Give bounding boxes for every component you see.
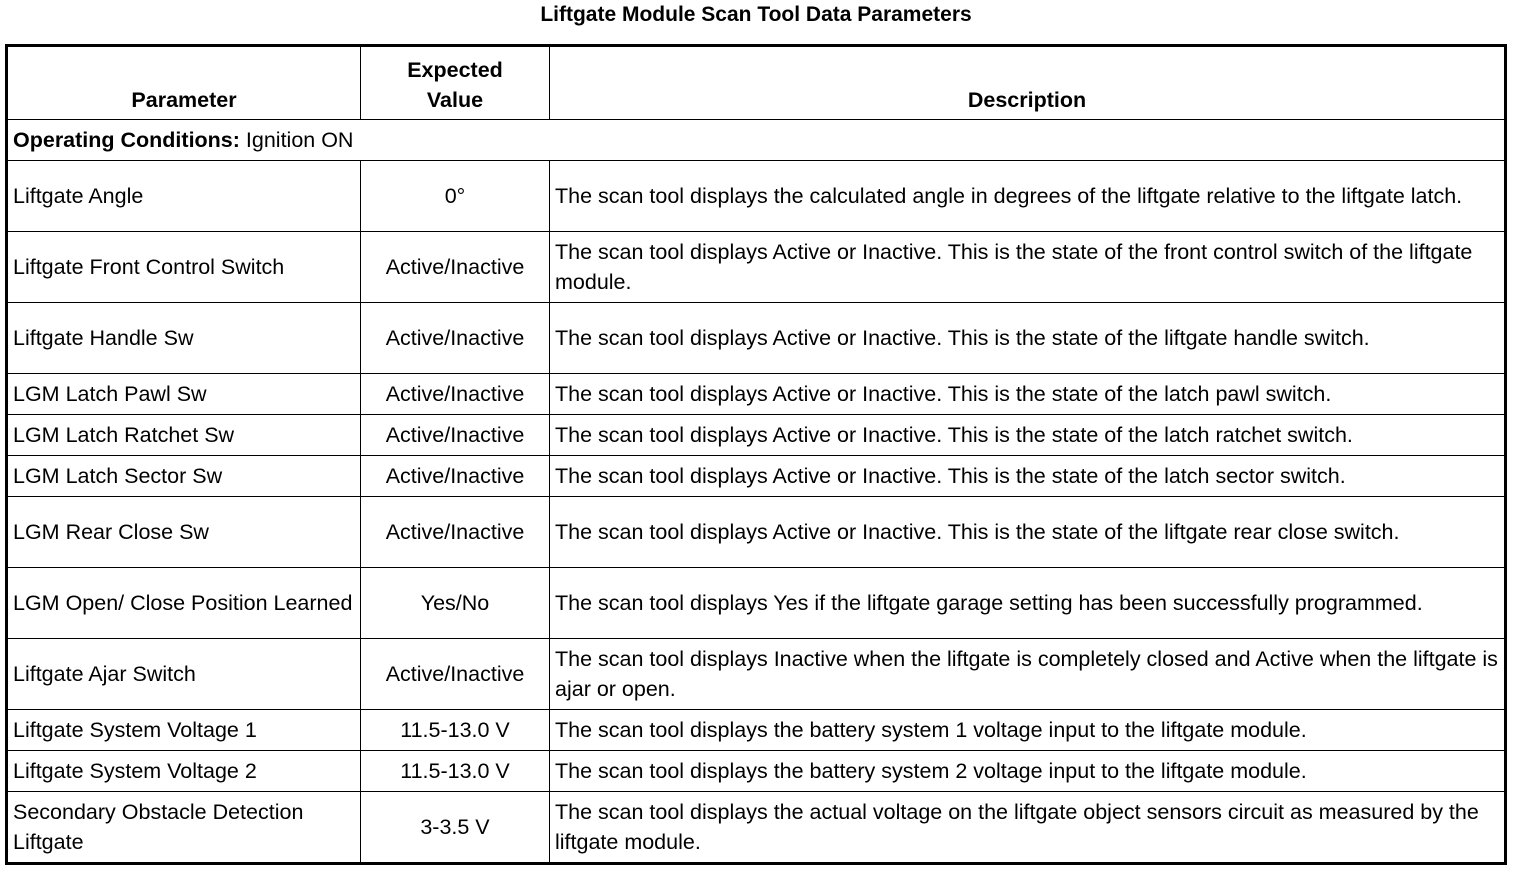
- description-cell: The scan tool displays the actual voltage on the liftgate object sensors circuit as measured by the liftgate module.: [550, 792, 1506, 864]
- param-cell: LGM Latch Ratchet Sw: [7, 415, 361, 456]
- param-cell: Liftgate Handle Sw: [7, 303, 361, 374]
- description-cell: The scan tool displays Active or Inactive. This is the state of the front control switch of the liftgate module.: [550, 232, 1506, 303]
- description-cell: The scan tool displays Active or Inactive. This is the state of the latch ratchet switch.: [550, 415, 1506, 456]
- expected-cell: 11.5-13.0 V: [361, 751, 550, 792]
- param-cell: Liftgate Angle: [7, 161, 361, 232]
- header-description: Description: [550, 46, 1506, 120]
- expected-cell: Active/Inactive: [361, 374, 550, 415]
- table-row: [7, 161, 1506, 232]
- header-expected-line1: Expected: [407, 58, 503, 82]
- operating-conditions-row: [7, 120, 1506, 161]
- table-row: [7, 497, 1506, 568]
- table-row: [7, 456, 1506, 497]
- table-header-row: [7, 46, 1506, 120]
- expected-cell: Active/Inactive: [361, 303, 550, 374]
- scan-tool-data-table: [5, 44, 1507, 865]
- expected-cell: Yes/No: [361, 568, 550, 639]
- param-cell: Secondary Obstacle Detection Liftgate: [7, 792, 361, 864]
- expected-cell: 0°: [361, 161, 550, 232]
- expected-cell: Active/Inactive: [361, 232, 550, 303]
- expected-cell: 11.5-13.0 V: [361, 710, 550, 751]
- expected-cell: Active/Inactive: [361, 497, 550, 568]
- table-row: [7, 710, 1506, 751]
- operating-conditions-value: Ignition ON: [239, 128, 354, 152]
- description-cell: The scan tool displays the calculated angle in degrees of the liftgate relative to the liftgate latch.: [550, 161, 1506, 232]
- description-cell: The scan tool displays Active or Inactive. This is the state of the latch pawl switch.: [550, 374, 1506, 415]
- table-row: [7, 639, 1506, 710]
- expected-cell: Active/Inactive: [361, 456, 550, 497]
- table-row: [7, 303, 1506, 374]
- table-row: [7, 232, 1506, 303]
- param-cell: Liftgate Ajar Switch: [7, 639, 361, 710]
- param-cell: LGM Latch Pawl Sw: [7, 374, 361, 415]
- header-expected-line2: Value: [426, 88, 484, 112]
- description-cell: The scan tool displays the battery system 1 voltage input to the liftgate module.: [550, 710, 1506, 751]
- param-cell: Liftgate Front Control Switch: [7, 232, 361, 303]
- description-cell: The scan tool displays Active or Inactive. This is the state of the latch sector switch.: [550, 456, 1506, 497]
- header-expected-value: [361, 46, 550, 120]
- table-row: [7, 568, 1506, 639]
- param-cell: Liftgate System Voltage 1: [7, 710, 361, 751]
- table-row: [7, 751, 1506, 792]
- description-cell: The scan tool displays Active or Inactive. This is the state of the liftgate rear close switch.: [550, 497, 1506, 568]
- operating-conditions-label: Operating Conditions:: [13, 128, 240, 152]
- table-row: [7, 415, 1506, 456]
- table-row: [7, 792, 1506, 864]
- operating-conditions-cell: [7, 120, 1506, 161]
- param-cell: LGM Rear Close Sw: [7, 497, 361, 568]
- expected-cell: Active/Inactive: [361, 415, 550, 456]
- param-cell: Liftgate System Voltage 2: [7, 751, 361, 792]
- table-row: [7, 374, 1506, 415]
- description-cell: The scan tool displays Inactive when the liftgate is completely closed and Active when the liftgate is ajar or open.: [550, 639, 1506, 710]
- param-cell: LGM Open/ Close Position Learned: [7, 568, 361, 639]
- page-title: Liftgate Module Scan Tool Data Parameters: [540, 3, 972, 26]
- description-cell: The scan tool displays the battery system 2 voltage input to the liftgate module.: [550, 751, 1506, 792]
- header-parameter: Parameter: [7, 46, 361, 120]
- description-cell: The scan tool displays Yes if the liftgate garage setting has been successfully programmed.: [550, 568, 1506, 639]
- expected-cell: 3-3.5 V: [361, 792, 550, 864]
- param-cell: LGM Latch Sector Sw: [7, 456, 361, 497]
- description-cell: The scan tool displays Active or Inactive. This is the state of the liftgate handle switch.: [550, 303, 1506, 374]
- expected-cell: Active/Inactive: [361, 639, 550, 710]
